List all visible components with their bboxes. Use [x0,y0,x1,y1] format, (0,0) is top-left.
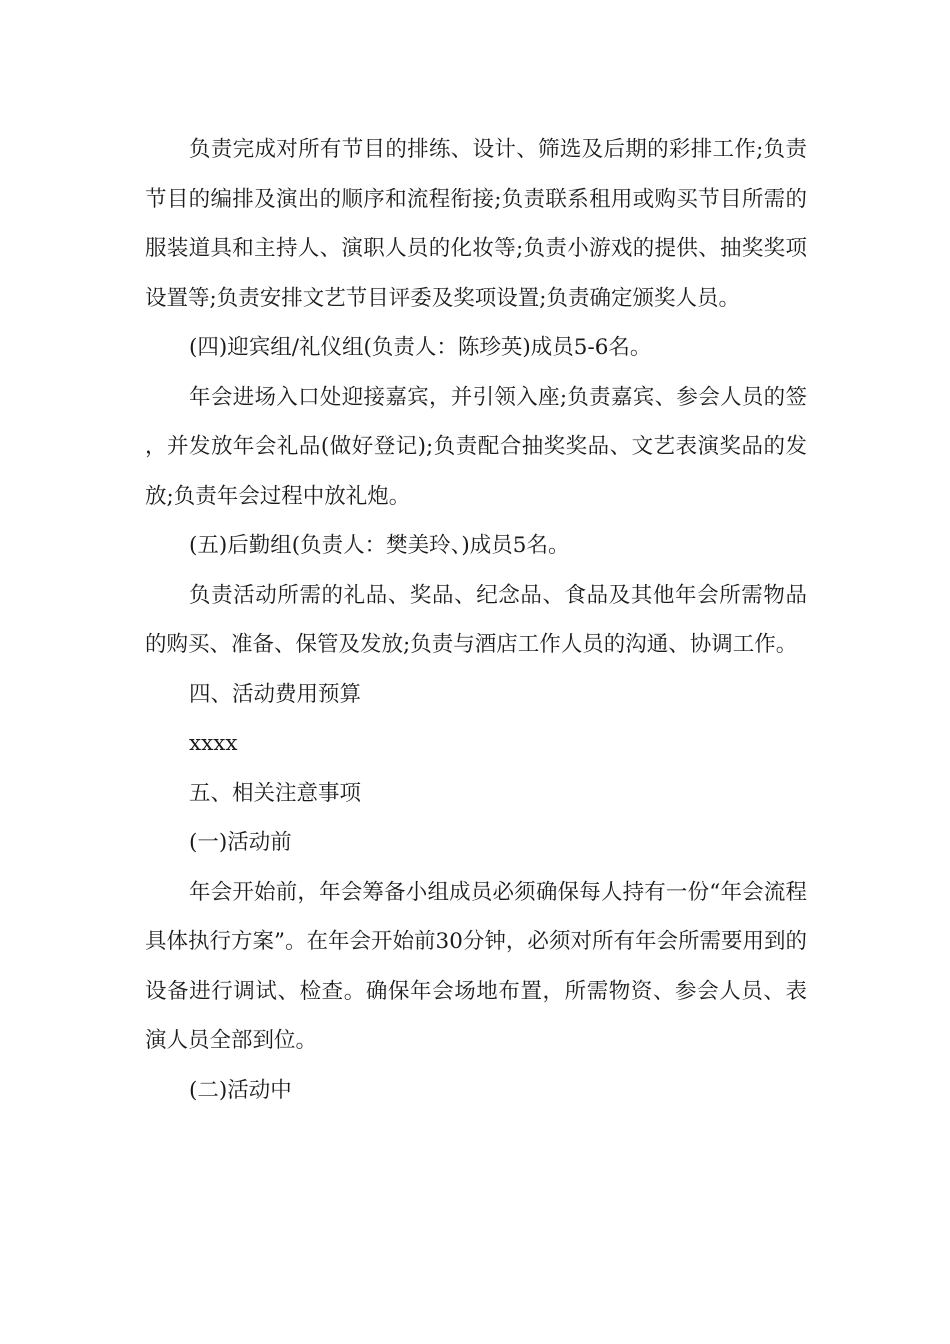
subheading-before-event: (一)活动前 [189,830,292,855]
paragraph-budget-value: xxxx [189,731,238,756]
paragraph-reception-group-duties: 年会进场入口处迎接嘉宾，并引领入座;负责嘉宾、参会人员的签，并发放年会礼品(做好登记);负责配合抽奖奖品、文艺表演奖品的发放;负责年会过程中放礼炮。 [145,384,807,509]
heading-logistics-group: (五)后勤组(负责人：樊美玲、)成员5名。 [189,533,570,558]
paragraph-program-group-duties: 负责完成对所有节目的排练、设计、筛选及后期的彩排工作;负责节目的编排及演出的顺序和流程衔接;负责联系租用或购买节目所需的服装道具和主持人、演职人员的化妆等;负责小游戏的提供、抽奖奖项设置等;负责安排文艺节目评委及奖项设置;负责确定颁奖人员。 [145,137,807,311]
subheading-during-event: (二)活动中 [189,1077,292,1103]
document-body [145,125,807,1115]
paragraph-logistics-group-duties: 负责活动所需的礼品、奖品、纪念品、食品及其他年会所需物品的购买、准备、保管及发放;负责与酒店工作人员的沟通、协调工作。 [145,582,807,657]
heading-reception-group: (四)迎宾组/礼仪组(负责人：陈珍英)成员5-6名。 [189,335,652,360]
paragraph-before-event: 年会开始前，年会筹备小组成员必须确保每人持有一份“年会流程具体执行方案”。在年会开始前30分钟，必须对所有年会所需要用到的设备进行调试、检查。确保年会场地布置，所需物资、参会人员、表演人员全部到位。 [145,879,807,1053]
section-heading-notes: 五、相关注意事项 [189,780,362,806]
section-heading-budget: 四、活动费用预算 [189,681,362,707]
